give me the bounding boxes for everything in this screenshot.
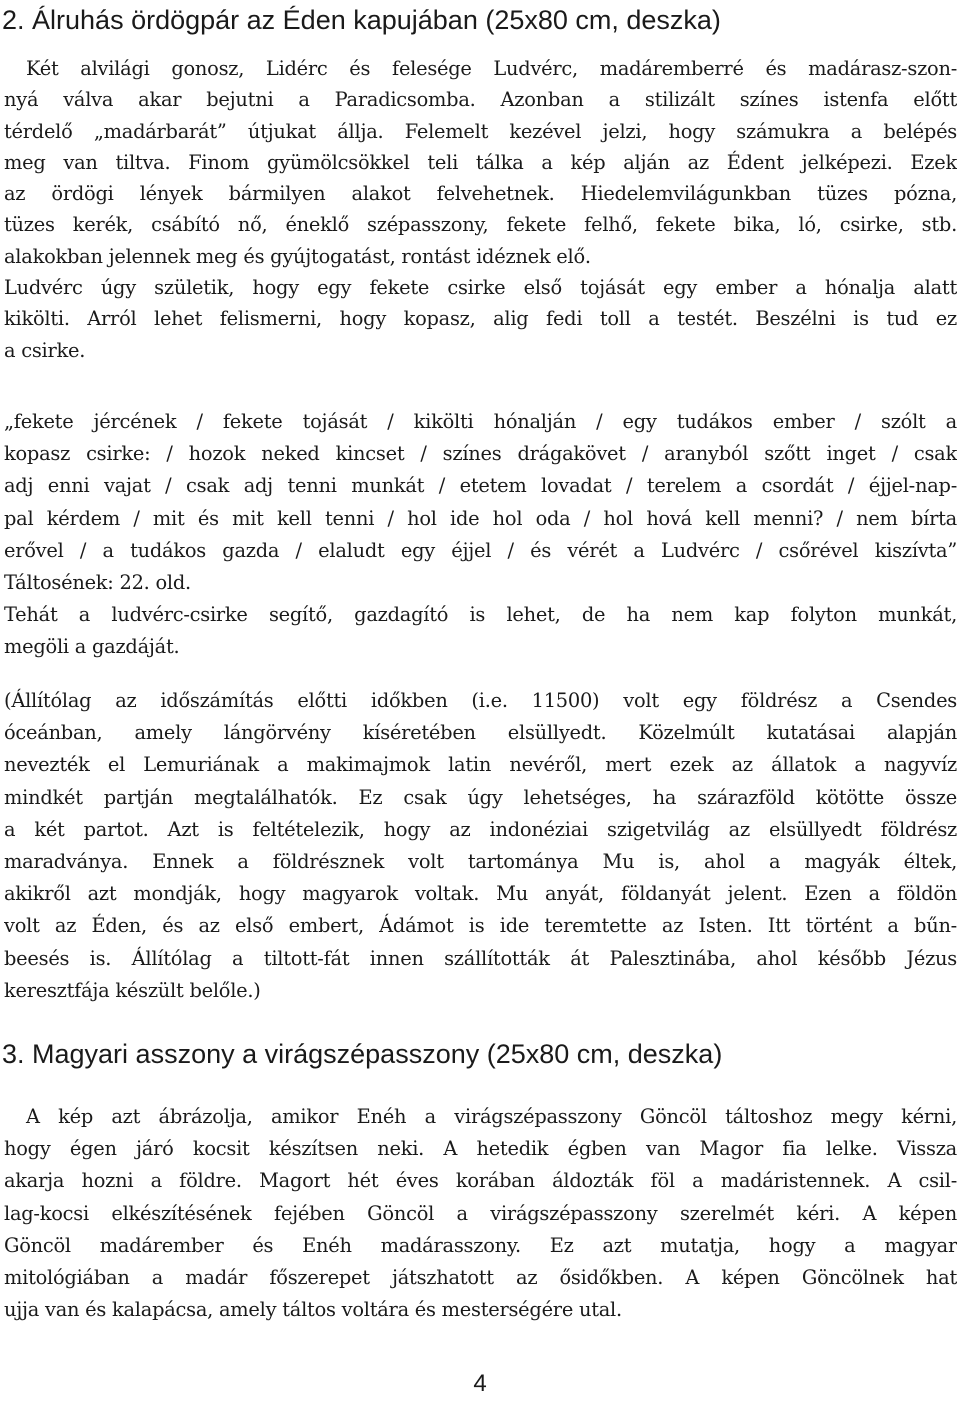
text-line: lag-kocsi elkészítésének fejében Göncöl a virágszépasszony szerelmét kéri. A képen xyxy=(4,1201,957,1225)
section-heading-3: 3. Magyari asszony a virágszépasszony (25x80 cm, deszka) xyxy=(2,1039,723,1069)
text-line: Táltosének: 22. old. xyxy=(4,570,191,594)
text-line: ujja van és kalapácsa, amely táltos voltára és mesterségére utal. xyxy=(4,1298,622,1322)
text-line: az ördögi lények bármilyen alakot felvehetnek. Hiedelemvilágunkban tüzes pózna, xyxy=(4,182,957,206)
text-line: pal kérdem / mit és mit kell tenni / hol ide hol oda / hol hová kell menni? / nem bírta xyxy=(4,506,957,530)
text-line: adj enni vajat / csak adj tenni munkát / etetem lovadat / terelem a csordát / éjjel-nap- xyxy=(4,474,957,498)
text-line: Két alvilági gonosz, Lidérc és felesége Ludvérc, madáremberré és madárasz-szon- xyxy=(26,57,957,80)
text-line: A kép azt ábrázolja, amikor Enéh a virágszépasszony Göncöl táltoshoz megy kérni, xyxy=(26,1105,957,1128)
paragraph-description xyxy=(4,53,957,383)
text-line: (Állítólag az időszámítás előtti időkben (i.e. 11500) volt egy földrész a Csendes xyxy=(4,689,957,712)
text-line: akikről azt mondják, hogy magyarok voltak. Mu anyát, földanyát jelent. Ezen a földön xyxy=(4,882,957,906)
text-line: mindkét partján megtalálhatók. Ez csak úgy lehetséges, ha szárazföld kötötte össze xyxy=(4,785,957,809)
text-line: mitológiában a madár főszerepet játszhatott az ősidőkben. A képen Göncölnek hat xyxy=(4,1265,957,1289)
text-line: a két partot. Azt is feltételezik, hogy az indonéziai szigetvilág az elsüllyedt földrész xyxy=(4,817,957,841)
paragraph-lemuria xyxy=(4,685,957,1015)
text-line: hogy égen járó kocsit készítsen neki. A hetedik égben van Magor fia lelke. Vissza xyxy=(4,1137,957,1161)
text-line: tüzes kerék, csábító nő, éneklő szépasszony, fekete felhő, fekete bika, ló, csirke, stb. xyxy=(4,213,957,237)
text-line: Tehát a ludvérc-csirke segítő, gazdagító is lehet, de ha nem kap folyton munkát, xyxy=(4,603,957,627)
paragraph-description xyxy=(4,1101,957,1331)
text-line: alakokban jelennek meg és gyújtogatást, rontást idéznek elő. xyxy=(4,244,591,268)
page-number: 4 xyxy=(473,1370,487,1397)
text-line: nyá válva akar bejutni a Paradicsomba. Azonban a stilizált színes istenfa előtt xyxy=(4,88,957,112)
text-line: volt az Éden, és az első embert, Ádámot is ide teremtette az Isten. Itt történt a bűn- xyxy=(4,914,957,938)
text-line: óceánban, amely lángörvény kíséretében elsüllyedt. Közelmúlt kutatásai alapján xyxy=(4,721,957,745)
text-line: nevezték el Lemuriának a makimajmok latin nevéről, mert ezek az állatok a nagyvíz xyxy=(4,753,957,777)
text-line: maradványa. Ennek a földrésznek volt tartománya Mu is, ahol a magyák éltek, xyxy=(4,849,957,873)
text-line: megöli a gazdáját. xyxy=(4,635,180,659)
text-line: kopasz csirke: / hozok neked kincset / színes drágakövet / aranyból szőtt inget / csak xyxy=(4,442,957,466)
text-line: kikölti. Arról lehet felismerni, hogy kopasz, alig fedi toll a testét. Beszélni is tud ez xyxy=(4,307,957,331)
paragraph-poem-quote xyxy=(4,406,957,659)
text-line: erővel / a tudákos gazda / elaludt egy éjjel / és vérét a Ludvérc / csőrével kiszívta” xyxy=(4,538,957,562)
text-line: a csirke. xyxy=(4,338,86,362)
text-line: beesés is. Állítólag a tiltott-fát innen szállították át Palesztinába, ahol később Jézus xyxy=(4,946,957,970)
text-line: „fekete jércének / fekete tojását / kikölti hónalján / egy tudákos ember / szólt a xyxy=(4,410,957,433)
text-line: térdelő „madárbarát” útjukat állja. Felemelt kezével jelzi, hogy számukra a belépés xyxy=(4,119,957,143)
text-line: keresztfája készült belőle.) xyxy=(4,978,261,1002)
text-line: akarja hozni a földre. Magort hét éves korában áldozták föl a madáristennek. A csil- xyxy=(4,1169,957,1193)
text-line: Ludvérc úgy születik, hogy egy fekete csirke első tojását egy ember a hónalja alatt xyxy=(4,276,957,300)
section-heading-2: 2. Álruhás ördögpár az Éden kapujában (25x80 cm, deszka) xyxy=(2,5,721,35)
text-line: Göncöl madárember és Enéh madárasszony. Ez azt mutatja, hogy a magyar xyxy=(4,1233,957,1257)
text-line: meg van tiltva. Finom gyümölcsökkel teli tálka a kép alján az Édent jelképezi. Ezek xyxy=(4,150,957,174)
